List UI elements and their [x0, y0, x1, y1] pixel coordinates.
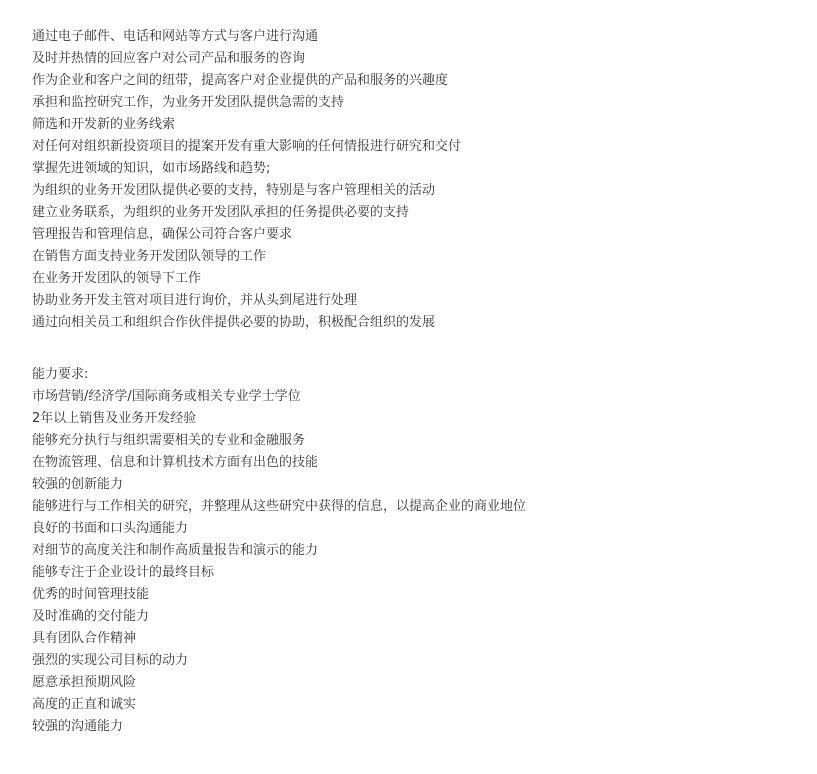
requirement-item: 强烈的实现公司目标的动力 [32, 653, 189, 668]
requirement-item: 优秀的时间管理技能 [32, 587, 150, 602]
requirement-item: 较强的沟通能力 [32, 719, 124, 734]
responsibility-item: 为组织的业务开发团队提供必要的支持，特别是与客户管理相关的活动 [32, 183, 436, 198]
responsibility-item: 协助业务开发主管对项目进行询价，并从头到尾进行处理 [32, 293, 358, 308]
requirement-item: 愿意承担预期风险 [32, 675, 137, 690]
responsibility-item: 在销售方面支持业务开发团队领导的工作 [32, 249, 267, 264]
requirement-item: 在物流管理、信息和计算机技术方面有出色的技能 [32, 455, 319, 470]
requirements-section [32, 364, 817, 738]
section-spacer [32, 334, 817, 364]
responsibility-item: 掌握先进领域的知识，如市场路线和趋势; [32, 161, 271, 176]
responsibility-item: 在业务开发团队的领导下工作 [32, 271, 202, 286]
responsibility-item: 通过向相关员工和组织合作伙伴提供必要的协助，积极配合组织的发展 [32, 315, 436, 330]
responsibility-item: 及时并热情的回应客户对公司产品和服务的咨询 [32, 51, 306, 66]
responsibility-item: 作为企业和客户之间的纽带，提高客户对企业提供的产品和服务的兴趣度 [32, 73, 449, 88]
responsibility-item: 筛选和开发新的业务线索 [32, 117, 176, 132]
requirement-item: 市场营销/经济学/国际商务或相关专业学士学位 [32, 389, 301, 404]
responsibility-item: 承担和监控研究工作，为业务开发团队提供急需的支持 [32, 95, 345, 110]
responsibilities-list [32, 26, 817, 334]
responsibility-item: 通过电子邮件、电话和网站等方式与客户进行沟通 [32, 29, 319, 44]
requirement-item: 良好的书面和口头沟通能力 [32, 521, 189, 536]
requirement-item: 高度的正直和诚实 [32, 697, 137, 712]
requirement-item: 能够充分执行与组织需要相关的专业和金融服务 [32, 433, 306, 448]
responsibility-item: 建立业务联系，为组织的业务开发团队承担的任务提供必要的支持 [32, 205, 410, 220]
requirement-item: 具有团队合作精神 [32, 631, 137, 646]
responsibility-item: 管理报告和管理信息，确保公司符合客户要求 [32, 227, 293, 242]
requirement-item: 2年以上销售及业务开发经验 [32, 411, 197, 426]
requirement-item: 及时准确的交付能力 [32, 609, 150, 624]
requirement-item: 能够专注于企业设计的最终目标 [32, 565, 215, 580]
requirements-heading: 能力要求: [32, 367, 89, 382]
requirement-item: 对细节的高度关注和制作高质量报告和演示的能力 [32, 543, 319, 558]
requirement-item: 能够进行与工作相关的研究，并整理从这些研究中获得的信息，以提高企业的商业地位 [32, 499, 527, 514]
requirement-item: 较强的创新能力 [32, 477, 124, 492]
responsibility-item: 对任何对组织新投资项目的提案开发有重大影响的任何情报进行研究和交付 [32, 139, 462, 154]
